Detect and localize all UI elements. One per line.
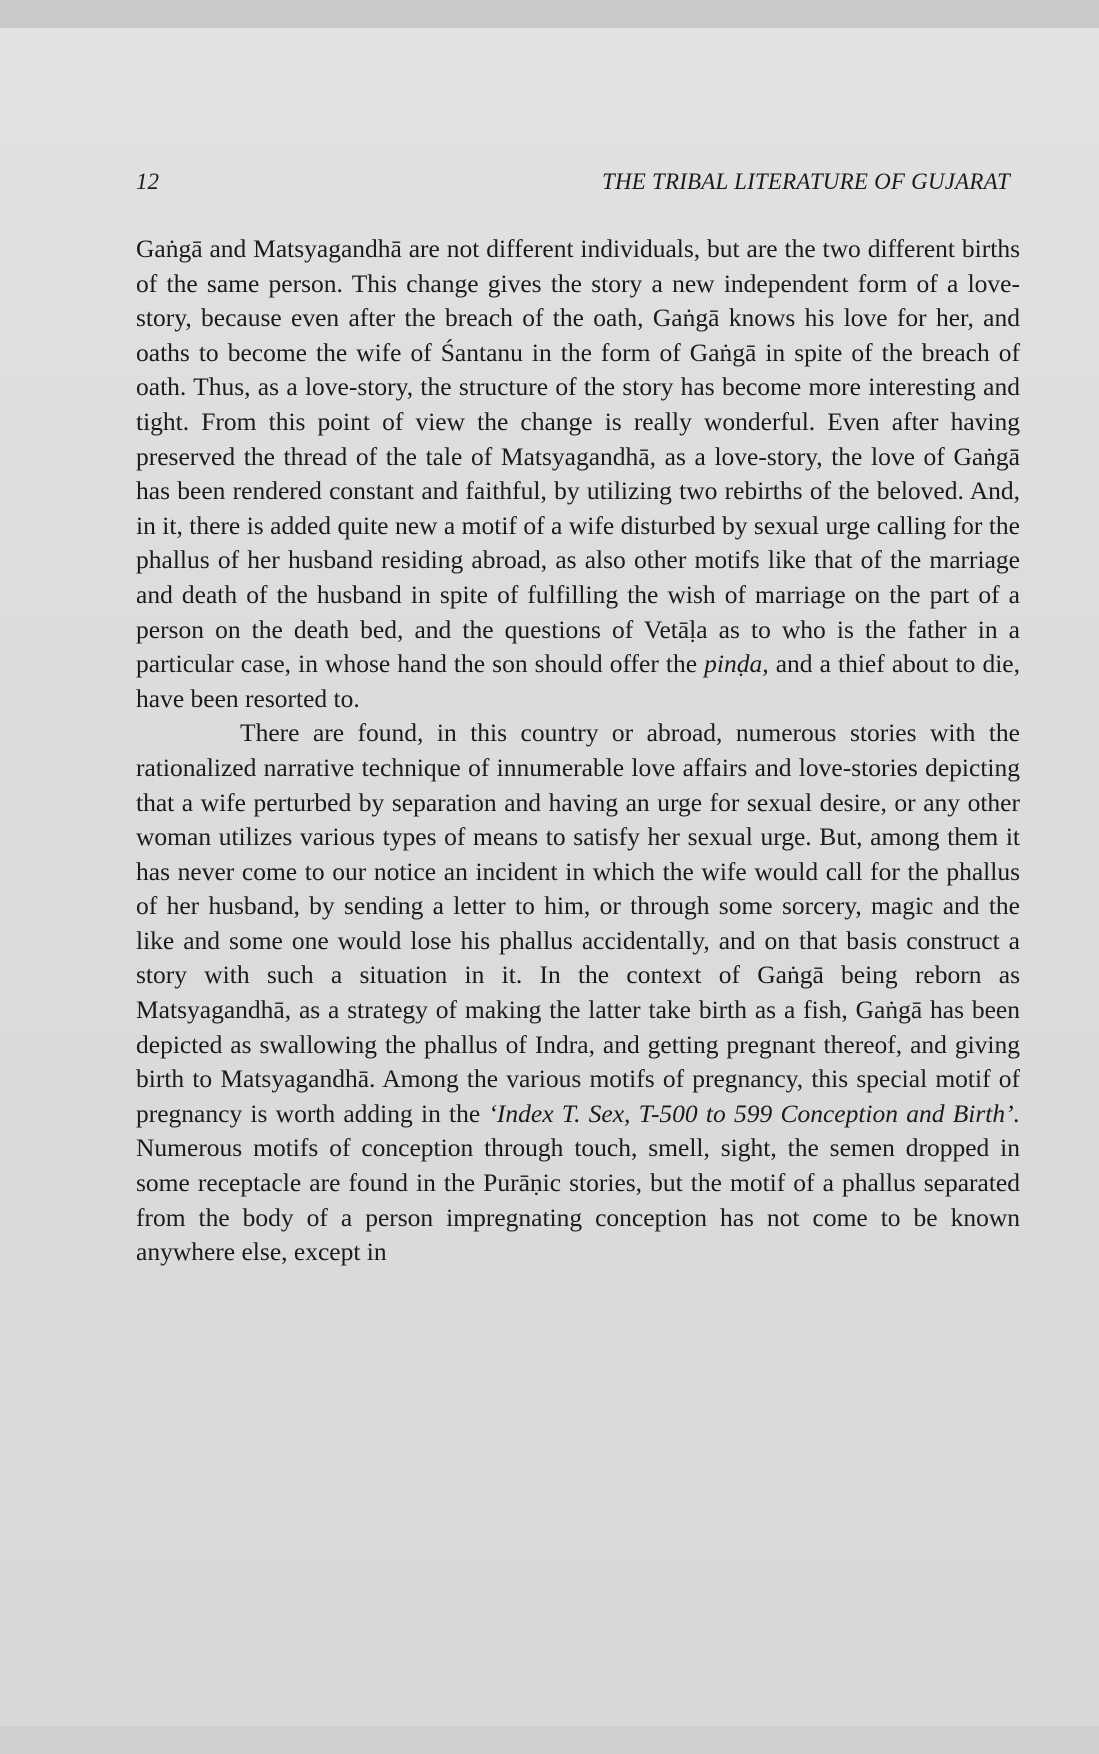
running-head	[136, 166, 1010, 198]
body-text	[136, 232, 1020, 1270]
paragraph-1	[136, 232, 1020, 716]
paragraph-2	[136, 716, 1020, 1270]
paragraph-2-text-b: Numerous motifs of conception through touch, smell, sight, the semen dropped in some receptacle are found in the Purāṇic stories, but the motif of a phallus separated from the body of a person impregnating conception has not come to be known anywhere else, except in	[136, 1133, 1020, 1267]
paragraph-1-text-b: and a thief about to die, have been resorted to.	[136, 649, 1020, 713]
paragraph-1-emphasis: pinḍa,	[704, 649, 769, 679]
paragraph-2-text-a: There are found, in this country or abroad, numerous stories with the rationalized narrative technique of innumerable love affairs and love-stories depicting that a wife perturbed by separation and having an urge for sexual desire, or any other woman utilizes various types of means to satisfy her sexual urge. But, among them it has never come to our notice an incident in which the wife would call for the phallus of her husband, by sending a letter to him, or through some sorcery, magic and the like and some one would lose his phallus accidentally, and on that basis construct a story with such a situation in it. In the context of Gaṅgā being reborn as Matsyagandhā, as a strategy of making the latter take birth as a fish, Gaṅgā has been depicted as swallowing the phallus of Indra, and getting pregnant thereof, and giving birth to Matsyagandhā. Among the various motifs of pregnancy, this special motif of pregnancy is worth adding in the	[136, 718, 1020, 1128]
paragraph-2-emphasis: ‘Index T. Sex, T-500 to 599 Conception and Birth’.	[488, 1098, 1020, 1128]
paragraph-1-text-a: Gaṅgā and Matsyagandhā are not different individuals, but are the two different births of the same person. This change gives the story a new independent form of a love-story, because even after the breach of the oath, Gaṅgā knows his love for her, and oaths to become the wife of Śantanu in the form of Gaṅgā in spite of the breach of oath. Thus, as a love-story, the structure of the story has become more interesting and tight. From this point of view the change is really wonderful. Even after having preserved the thread of the tale of Matsyagandhā, as a love-story, the love of Gaṅgā has been rendered constant and faithful, by utilizing two rebirths of the beloved. And, in it, there is added quite new a motif of a wife disturbed by sexual urge calling for the phallus of her husband residing abroad, as also other motifs like that of the marriage and death of the husband in spite of fulfilling the wish of marriage on the part of a person on the death bed, and the questions of Vetāḷa as to who is the father in a particular case, in whose hand the son should offer the	[136, 234, 1020, 679]
book-title: THE TRIBAL LITERATURE OF GUJARAT	[601, 169, 1010, 194]
scan-bottom-shadow	[0, 1726, 1099, 1754]
scan-top-shadow	[0, 0, 1099, 28]
page-number: 12	[136, 169, 159, 194]
